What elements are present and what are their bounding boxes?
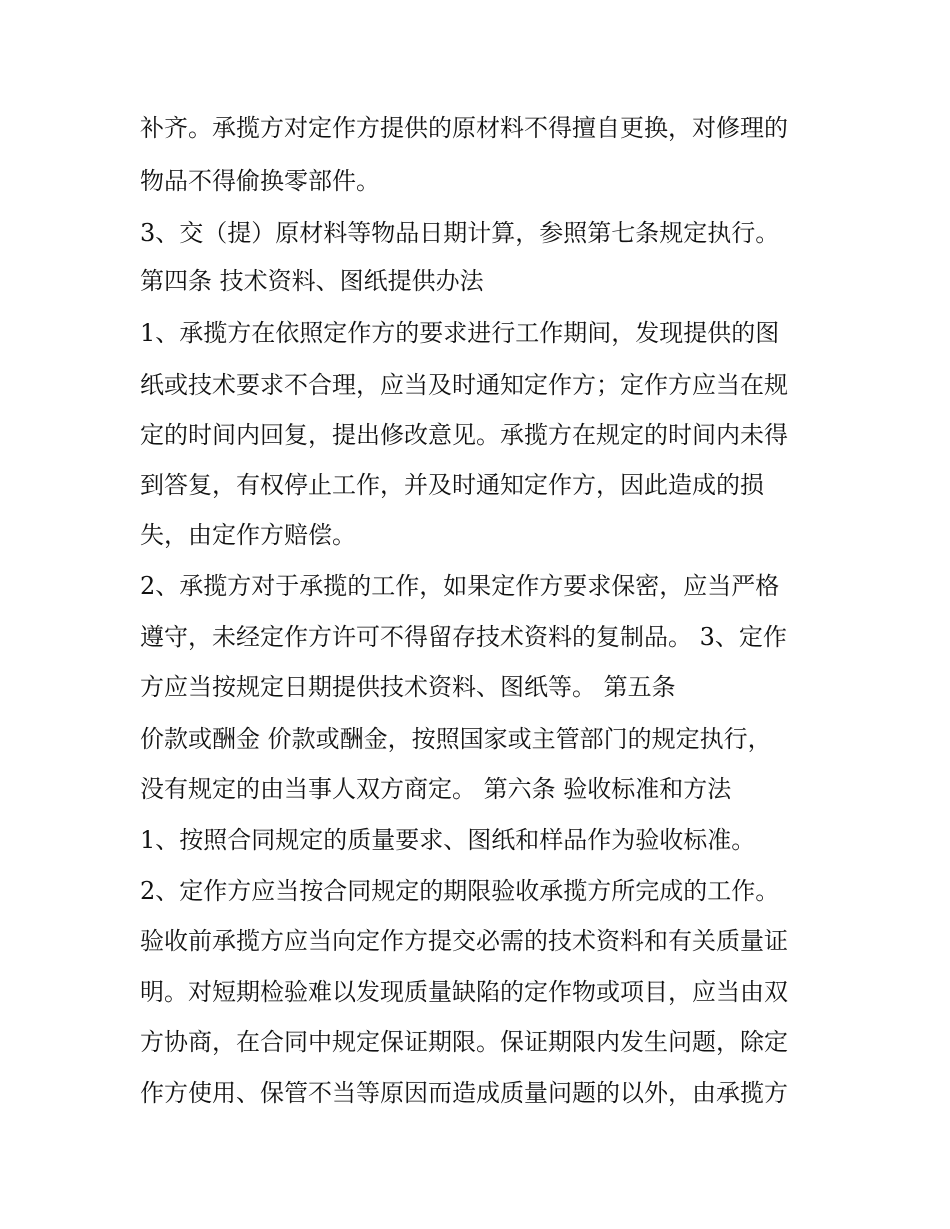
text-line: 1、承揽方在依照定作方的要求进行工作期间，发现提供的图 xyxy=(140,319,780,347)
text-line: 3、交（提）原材料等物品日期计算，参照第七条规定执行。 xyxy=(140,219,780,247)
text-line: 遵守，未经定作方许可不得留存技术资料的复制品。 3、定作 xyxy=(140,623,787,651)
text-line: 方应当按规定日期提供技术资料、图纸等。 第五条 xyxy=(140,673,676,701)
text-line: 方协商，在合同中规定保证期限。保证期限内发生问题，除定 xyxy=(140,1028,788,1056)
text-line: 失，由定作方赔偿。 xyxy=(140,521,356,549)
text-line: 物品不得偷换零部件。 xyxy=(140,167,380,195)
text-line: 到答复，有权停止工作，并及时通知定作方，因此造成的损 xyxy=(140,471,764,499)
text-line: 2、定作方应当按合同规定的期限验收承揽方所完成的工作。 xyxy=(140,877,780,905)
text-line: 价款或酬金 价款或酬金，按照国家或主管部门的规定执行， xyxy=(140,725,772,753)
text-line: 1、按照合同规定的质量要求、图纸和样品作为验收标准。 xyxy=(140,826,756,854)
text-line: 没有规定的由当事人双方商定。 第六条 验收标准和方法 xyxy=(140,775,732,803)
text-line: 2、承揽方对于承揽的工作，如果定作方要求保密，应当严格 xyxy=(140,572,780,600)
text-line: 作方使用、保管不当等原因而造成质量问题的以外，由承揽方 xyxy=(140,1079,788,1107)
text-line: 补齐。承揽方对定作方提供的原材料不得擅自更换，对修理的 xyxy=(140,114,788,142)
text-line: 验收前承揽方应当向定作方提交必需的技术资料和有关质量证 xyxy=(140,927,788,955)
text-line: 明。对短期检验难以发现质量缺陷的定作物或项目，应当由双 xyxy=(140,978,788,1006)
text-line: 纸或技术要求不合理，应当及时通知定作方；定作方应当在规 xyxy=(140,371,788,399)
section-heading: 第四条 技术资料、图纸提供办法 xyxy=(140,267,484,295)
text-line: 定的时间内回复，提出修改意见。承揽方在规定的时间内未得 xyxy=(140,421,788,449)
